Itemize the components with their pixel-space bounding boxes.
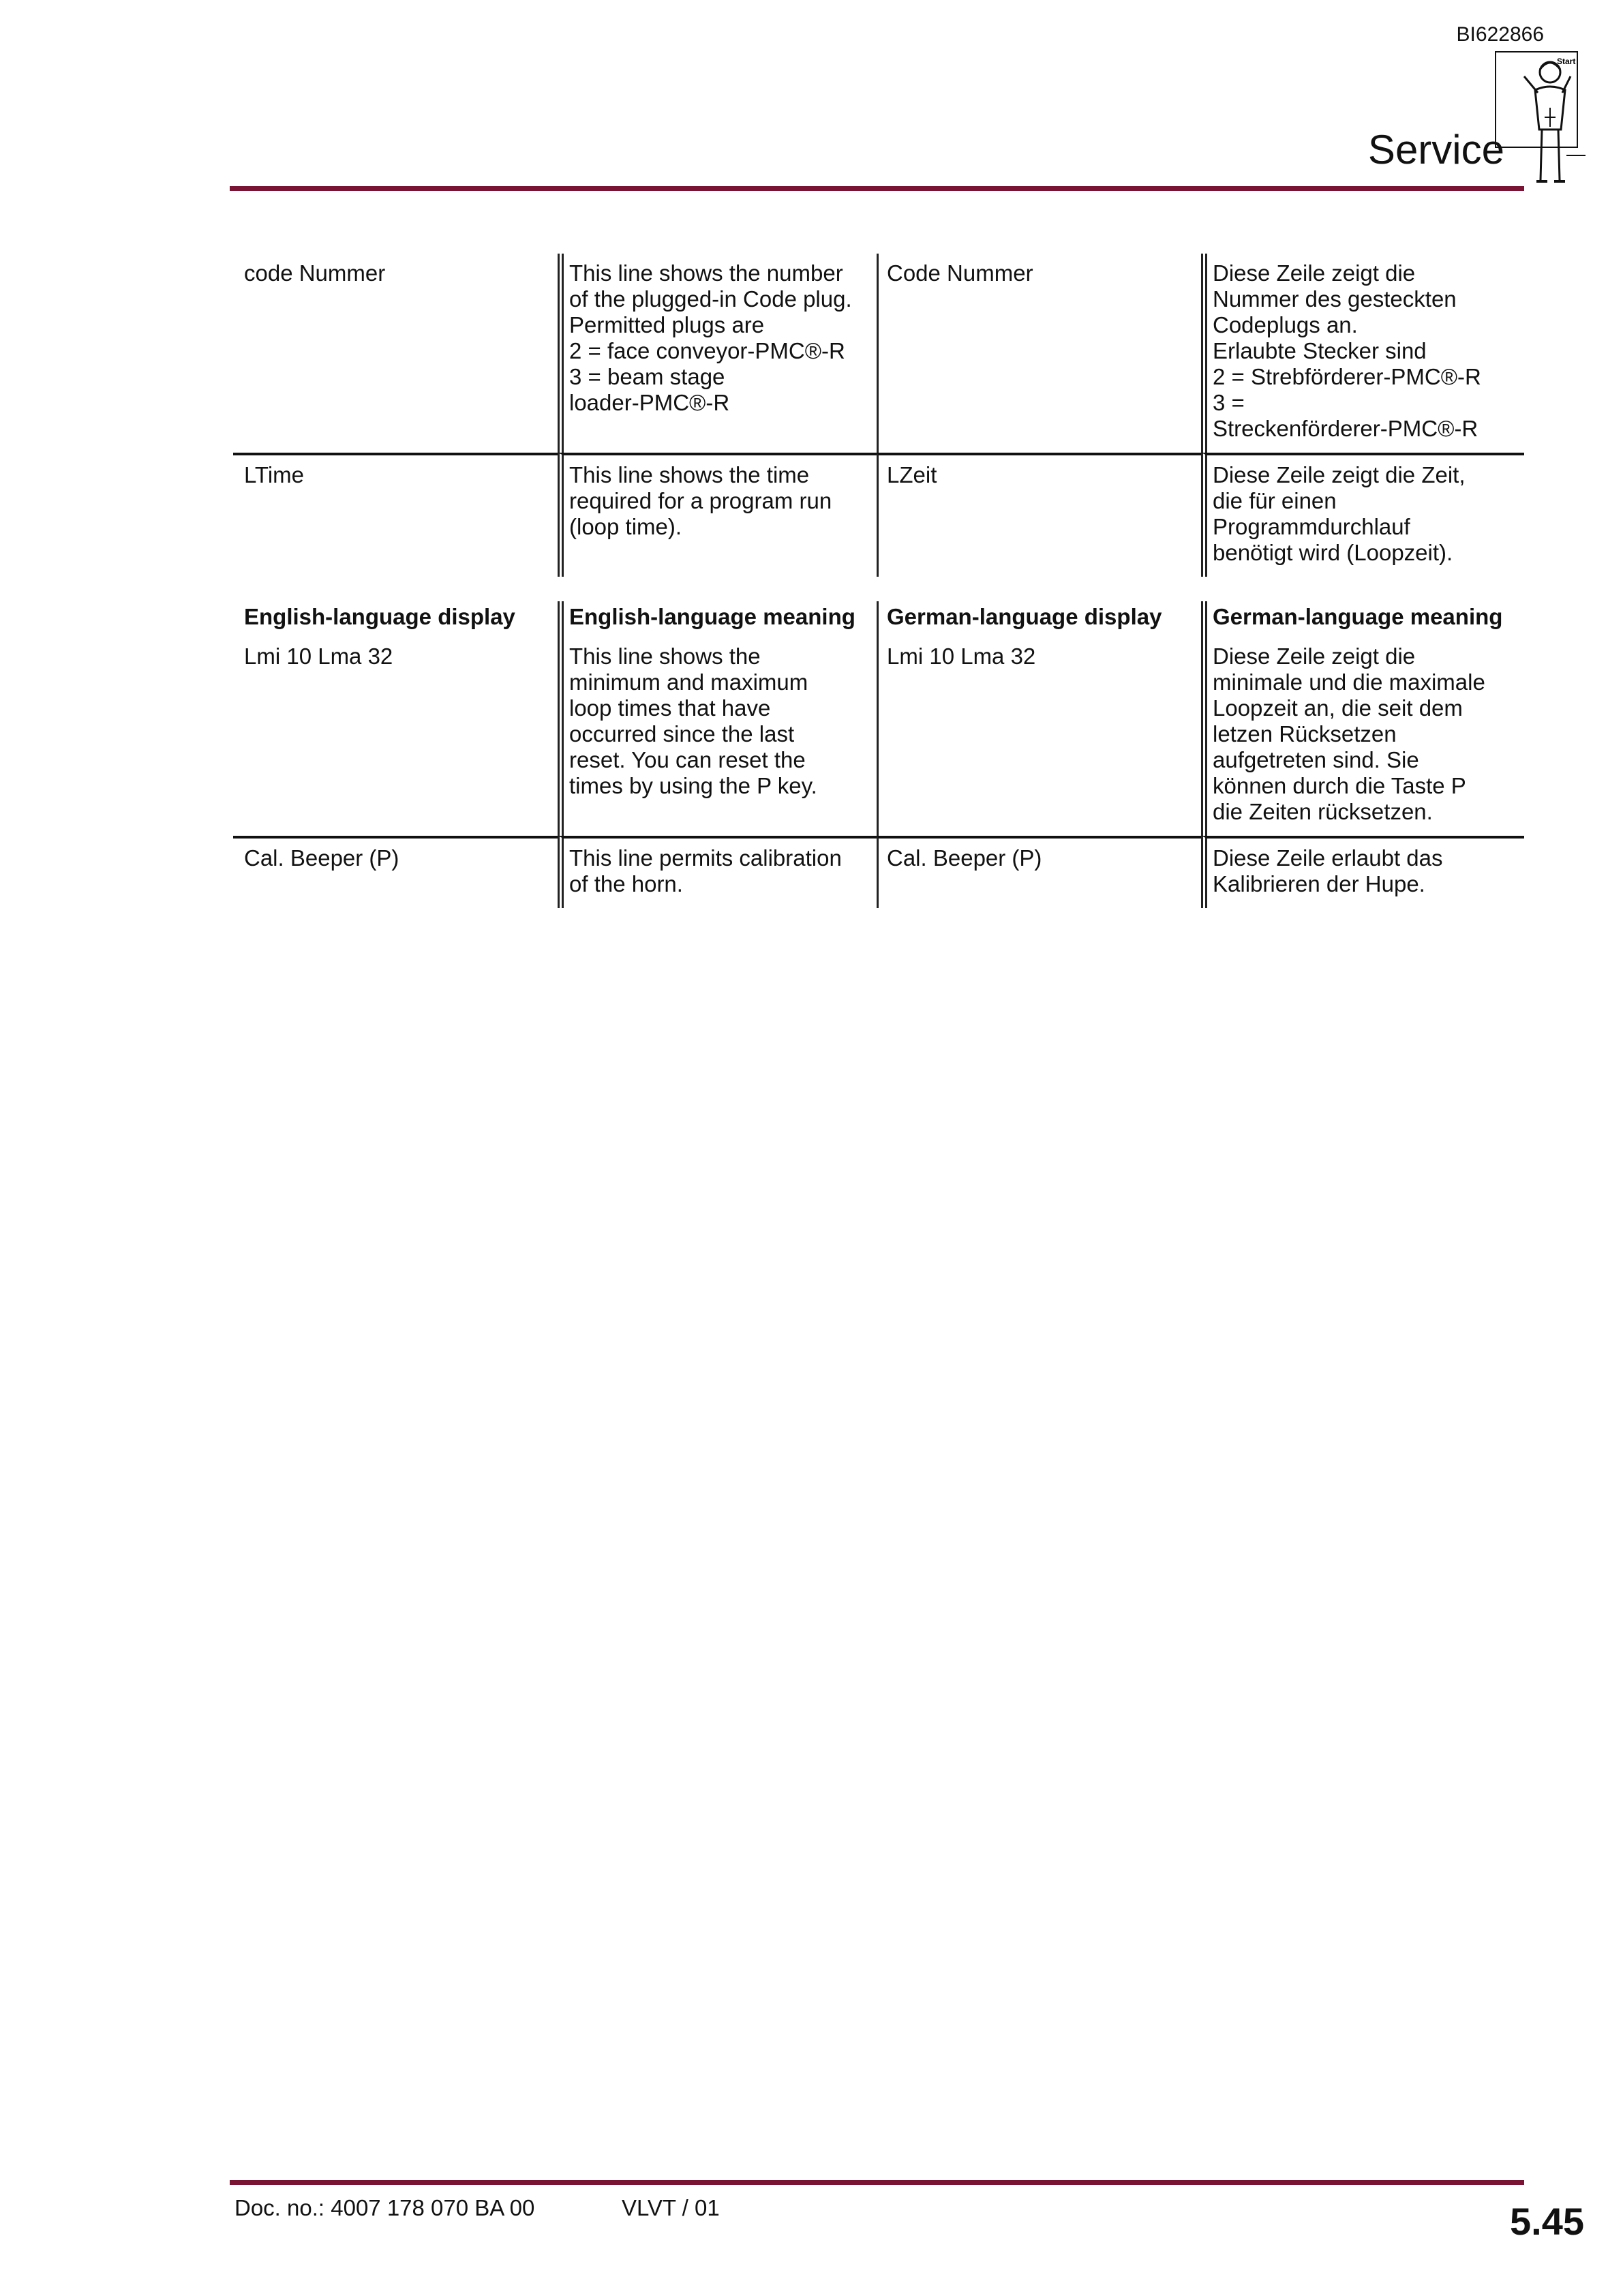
header-de-meaning: German-language meaning <box>1201 601 1524 637</box>
cell-en-display: Cal. Beeper (P) <box>233 836 558 908</box>
cell-de-display: LZeit <box>877 453 1201 577</box>
cell-de-meaning: Diese Zeile erlaubt das Kalibrieren der Hupe. <box>1201 836 1524 908</box>
footer-rule <box>230 2180 1524 2185</box>
section-title: Service <box>1367 127 1504 172</box>
cell-en-display: Lmi 10 Lma 32 <box>244 644 393 669</box>
header-de-display: German-language display <box>877 601 1201 637</box>
footer-version: VLVT / 01 <box>622 2195 720 2220</box>
table-display-meanings <box>233 601 1524 908</box>
page-number: 5.45 <box>1510 2200 1584 2243</box>
header-en-meaning: English-language meaning <box>558 601 877 637</box>
cell-de-meaning: Diese Zeile zeigt die Nummer des gesteckten Codeplugs an. Erlaubte Stecker sind 2 = Strebförderer-PMC®-R 3 = Streckenförderer-PMC®-R <box>1201 254 1524 453</box>
cell-de-display: Code Nummer <box>877 254 1201 453</box>
cell-en-meaning: This line permits calibration of the horn. <box>558 836 877 908</box>
cell-de-meaning: Diese Zeile zeigt die Zeit, die für einen Programmdurchlauf benötigt wird (Loopzeit). <box>1201 453 1524 577</box>
cell-de-meaning: Diese Zeile zeigt die minimale und die maximale Loopzeit an, die seit dem letzen Rücksetzen aufgetreten sind. Sie können durch die Taste P die Zeiten rücksetzen. <box>1201 637 1524 836</box>
header-rule <box>230 186 1524 191</box>
cell-en-display: LTime <box>233 453 558 577</box>
cell-en-meaning: This line shows the number of the plugged-in Code plug. Permitted plugs are 2 = face conveyor-PMC®-R 3 = beam stage loader-PMC®-R <box>558 254 877 453</box>
cell-en-display: code Nummer <box>244 260 386 286</box>
table-continued <box>233 254 1524 577</box>
service-mascot-icon <box>1490 46 1586 191</box>
cell-en-meaning: This line shows the minimum and maximum loop times that have occurred since the last reset. You can reset the times by using the P key. <box>558 637 877 836</box>
footer-doc-number: Doc. no.: 4007 178 070 BA 00 <box>234 2195 535 2220</box>
mascot-sign-text: Start <box>1557 57 1576 66</box>
cell-de-display: Cal. Beeper (P) <box>877 836 1201 908</box>
header-en-display: English-language display <box>244 604 515 629</box>
cell-de-display: Lmi 10 Lma 32 <box>877 637 1201 836</box>
doc-id: BI622866 <box>1456 23 1544 46</box>
cell-en-meaning: This line shows the time required for a program run (loop time). <box>558 453 877 577</box>
